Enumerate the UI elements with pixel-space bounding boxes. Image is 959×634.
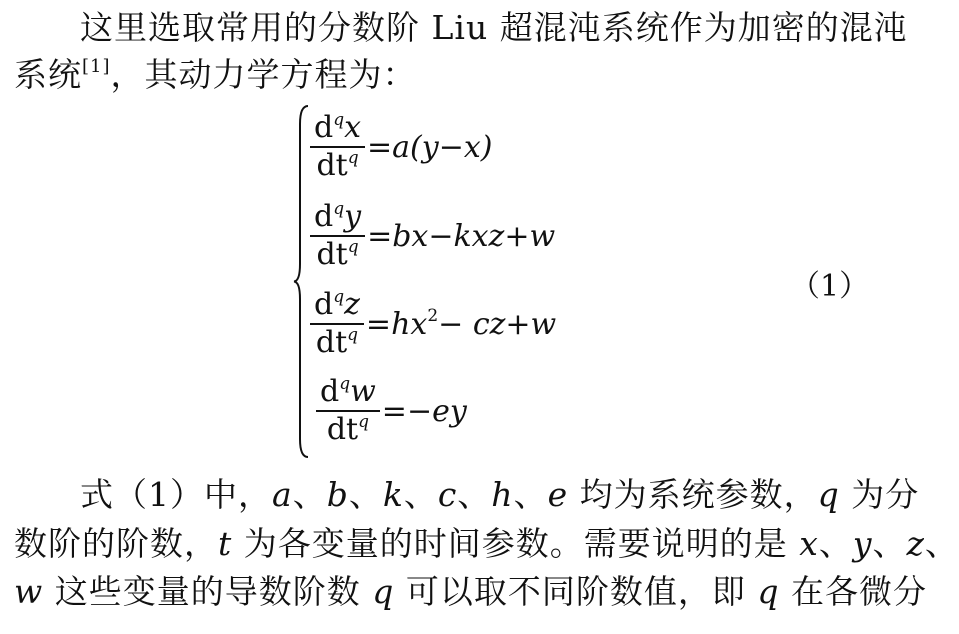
paragraph-line: 式（1）中，a、b、k、c、h、e 均为系统参数，q 为分: [80, 475, 920, 514]
equation-system: [292, 104, 592, 459]
paragraph-line: [80, 8, 908, 48]
paragraph-line: [14, 55, 417, 95]
text-span: ，其动力学方程为：: [110, 55, 417, 94]
equation-row: $\frac{d^qy}{dt^q}$ =bx−kxz+w: [310, 199, 555, 273]
equation-row: $\frac{d^qx}{dt^q}$ =a(y−x): [310, 110, 492, 184]
fraction: $\frac{d^qw}{dt^q}$: [316, 374, 380, 448]
paragraph-line: w 这些变量的导数阶数 q 可以取不同阶数值，即 q 在各微分: [14, 572, 927, 611]
text-span: 这里选取常用的分数阶 Liu 超混沌系统作为加密的混沌: [80, 8, 908, 47]
equation-number: （1）: [790, 269, 870, 304]
fraction: $\frac{d^qx}{dt^q}$: [310, 110, 365, 184]
equation-row: $\frac{d^qw}{dt^q}$ =−ey: [316, 374, 467, 448]
paragraph-line: 数阶的阶数，t 为各变量的时间参数。需要说明的是 x、y、z、: [14, 524, 959, 563]
equation-row: $\frac{d^qz}{dt^q}$ $=hx^2- cz+w$: [310, 287, 556, 361]
citation-ref: [1]: [82, 56, 111, 77]
left-brace: [292, 104, 310, 459]
text-span: 系统: [14, 55, 82, 94]
fraction: $\frac{d^qy}{dt^q}$: [310, 199, 365, 273]
fraction: $\frac{d^qz}{dt^q}$: [310, 287, 364, 361]
